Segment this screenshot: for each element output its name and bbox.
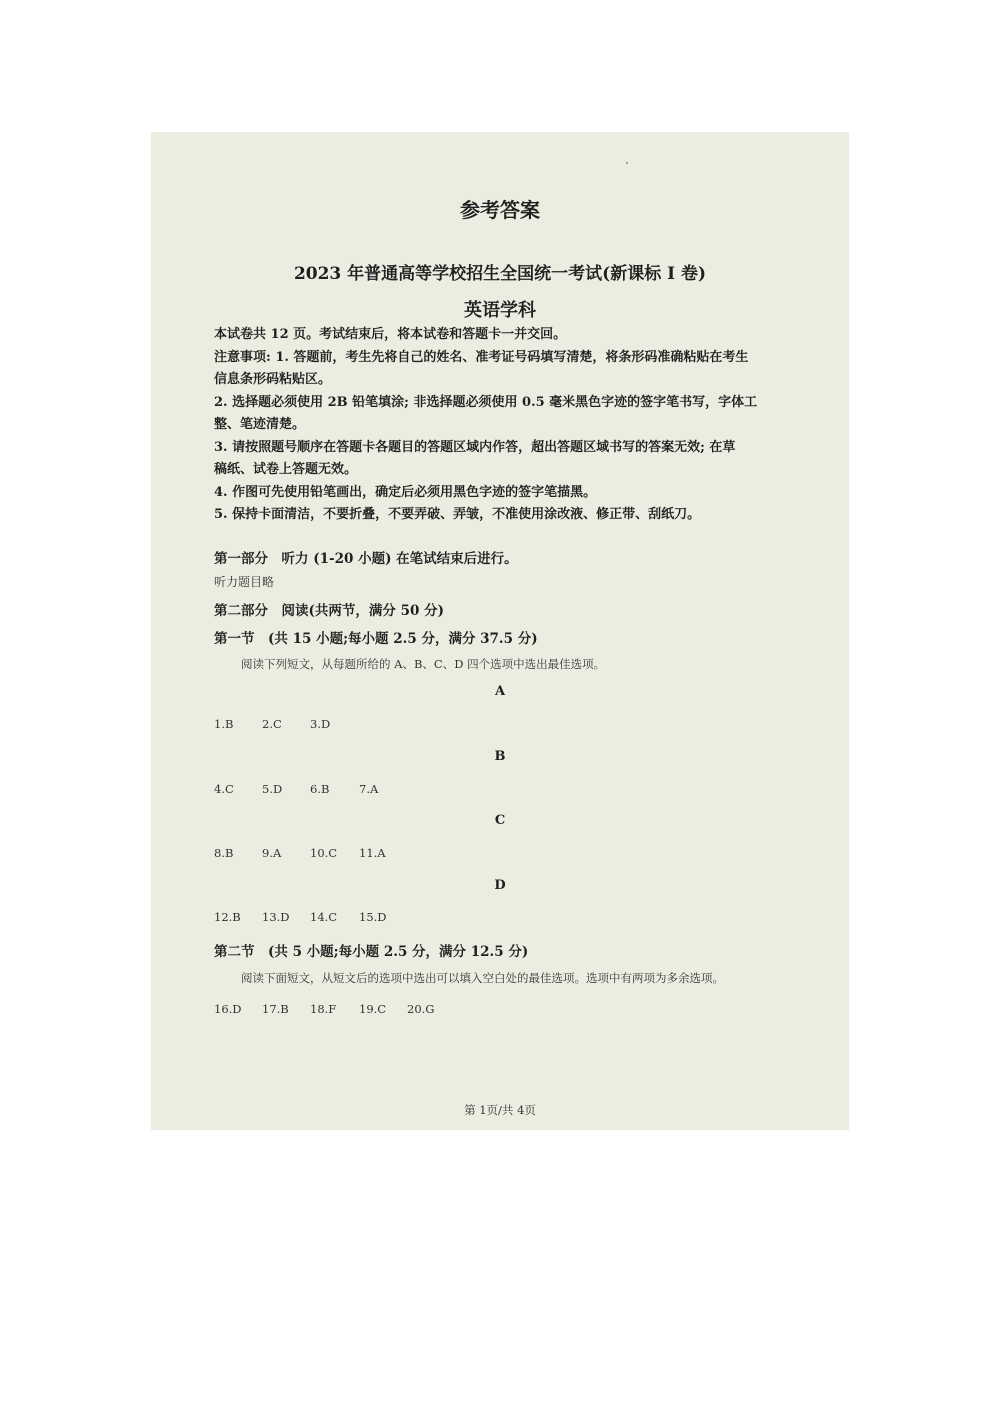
- scan-speck: [626, 162, 628, 164]
- page-title: 参考答案: [460, 198, 540, 222]
- part2-heading: 第二部分 阅读(共两节，满分 50 分): [214, 603, 444, 619]
- notice-line: 2. 选择题必须使用 2B 铅笔填涂; 非选择题必须使用 0.5 毫米黑色字迹的签字笔书写，字体工: [214, 394, 758, 410]
- answer-item: 11.A: [359, 846, 386, 860]
- exam-title: 2023 年普通高等学校招生全国统一考试(新课标 I 卷): [293, 264, 707, 284]
- answer-item: 17.B: [262, 1002, 289, 1016]
- answer-item: 13.D: [262, 910, 290, 924]
- answer-item: 5.D: [262, 782, 283, 796]
- section2-heading: 第二节 (共 5 小题;每小题 2.5 分，满分 12.5 分): [214, 944, 529, 960]
- part1-note: 听力题目略: [214, 575, 275, 589]
- passage-letter: A: [494, 684, 506, 699]
- answer-item: 12.B: [214, 910, 241, 924]
- notice-line: 5. 保持卡面清洁，不要折叠，不要弄破、弄皱，不准使用涂改液、修正带、刮纸刀。: [214, 507, 701, 522]
- section1-heading: 第一节 (共 15 小题;每小题 2.5 分，满分 37.5 分): [214, 631, 538, 647]
- notice-line: 整、笔迹清楚。: [214, 417, 306, 432]
- answer-item: 19.C: [359, 1002, 387, 1016]
- answer-item: 7.A: [359, 782, 379, 796]
- answer-item: 1.B: [214, 717, 234, 731]
- passage-letter: C: [494, 813, 506, 828]
- answer-key-page: [151, 132, 849, 1130]
- part1-heading: 第一部分 听力 (1-20 小题) 在笔试结束后进行。: [214, 551, 518, 567]
- notice-line: 3. 请按照题号顺序在答题卡各题目的答题区域内作答，超出答题区域书写的答案无效; 在草: [214, 439, 736, 455]
- passage-letter: B: [494, 749, 506, 764]
- answer-item: 10.C: [310, 846, 338, 860]
- answer-item: 15.D: [359, 910, 387, 924]
- answer-item: 16.D: [214, 1002, 242, 1016]
- answer-item: 6.B: [310, 782, 330, 796]
- notice-line: 本试卷共 12 页。考试结束后，将本试卷和答题卡一并交回。: [214, 327, 567, 342]
- answer-item: 20.G: [407, 1002, 435, 1016]
- answer-item: 14.C: [310, 910, 338, 924]
- notice-line: 注意事项: 1. 答题前，考生先将自己的姓名、准考证号码填写清楚，将条形码准确粘贴在考生: [214, 349, 749, 365]
- answer-item: 3.D: [310, 717, 331, 731]
- passage-letter: D: [494, 878, 506, 893]
- section1-instruction: 阅读下列短文，从每题所给的 A、B、C、D 四个选项中选出最佳选项。: [241, 657, 606, 671]
- section2-instruction: 阅读下面短文，从短文后的选项中选出可以填入空白处的最佳选项。选项中有两项为多余选项。: [241, 971, 724, 985]
- answer-item: 9.A: [262, 846, 282, 860]
- answer-item: 18.F: [310, 1002, 337, 1016]
- notice-line: 信息条形码粘贴区。: [214, 372, 332, 387]
- page-number: 第 1页/共 4页: [464, 1103, 536, 1117]
- notice-line: 4. 作图可先使用铅笔画出，确定后必须用黑色字迹的签字笔描黑。: [214, 484, 597, 500]
- answer-item: 8.B: [214, 846, 234, 860]
- answer-item: 4.C: [214, 782, 234, 796]
- notice-line: 稿纸、试卷上答题无效。: [214, 462, 358, 477]
- answer-item: 2.C: [262, 717, 282, 731]
- subject-title: 英语学科: [464, 300, 536, 321]
- exam-notice: [214, 324, 794, 527]
